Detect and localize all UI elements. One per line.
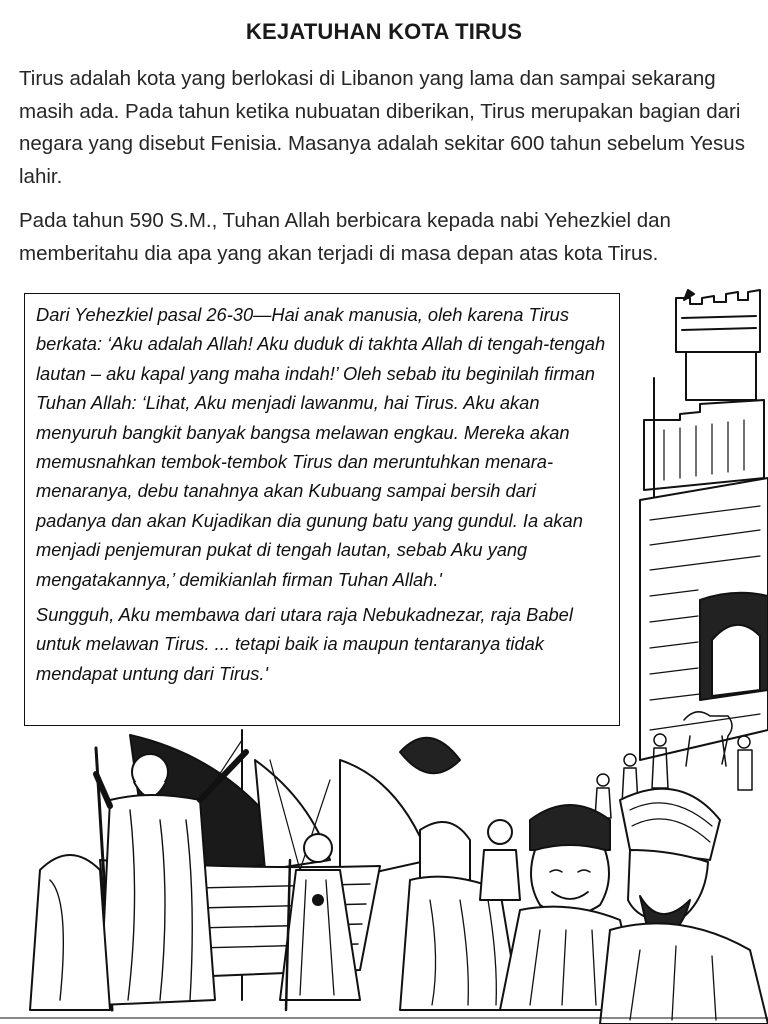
intro-paragraph-2: Pada tahun 590 S.M., Tuhan Allah berbicara kepada nabi Yehezkiel dan memberitahu dia apa yang akan terjadi di masa depan atas kota Tirus.: [19, 209, 671, 265]
bearded-man-figure-icon: [600, 789, 768, 1024]
page-title: KEJATUHAN KOTA TIRUS: [245, 19, 523, 44]
intro-paragraph-1: Tirus adalah kota yang berlokasi di Libanon yang lama dan sampai sekarang masih ada. Pada tahun ketika nubuatan diberikan, Tirus merupakan bagian dari negara yang disebut Fenisia. Masanya adalah sekitar 600 tahun sebelum Yesus lahir.: [19, 67, 745, 188]
quote-paragraph-2: Sungguh, Aku membawa dari utara raja Nebukadnezar, raja Babel untuk melawan Tirus. ... tetapi baik ia maupun tentaranya tidak mendapat untung dari Tirus.': [36, 604, 573, 684]
scripture-quote-box: [24, 293, 620, 726]
quote-paragraph-1: Dari Yehezkiel pasal 26-30—Hai anak manusia, oleh karena Tirus berkata: ‘Aku adalah Allah! Aku duduk di takhta Allah di tengah-tengah lautan – aku kapal yang maha indah!’ Oleh sebab itu beginilah firman Tuhan Allah: ‘Lihat, Aku menjadi lawanmu, hai Tirus. Aku akan menyuruh bangkit banyak bangsa melawan engkau. Mereka akan memusnahkan tembok-tembok Tirus dan meruntuhkan menara-menaranya, debu tanahnya akan Kubuang sampai bersih dari padanya dan akan Kujadikan dia gunung batu yang gundul. Ia akan menjadi penjemuran pukat di tengah lautan, sebab Aku yang mengatakannya,’ demikianlah firman Tuhan Allah.': [36, 304, 606, 590]
city-tower-icon: [640, 290, 768, 760]
